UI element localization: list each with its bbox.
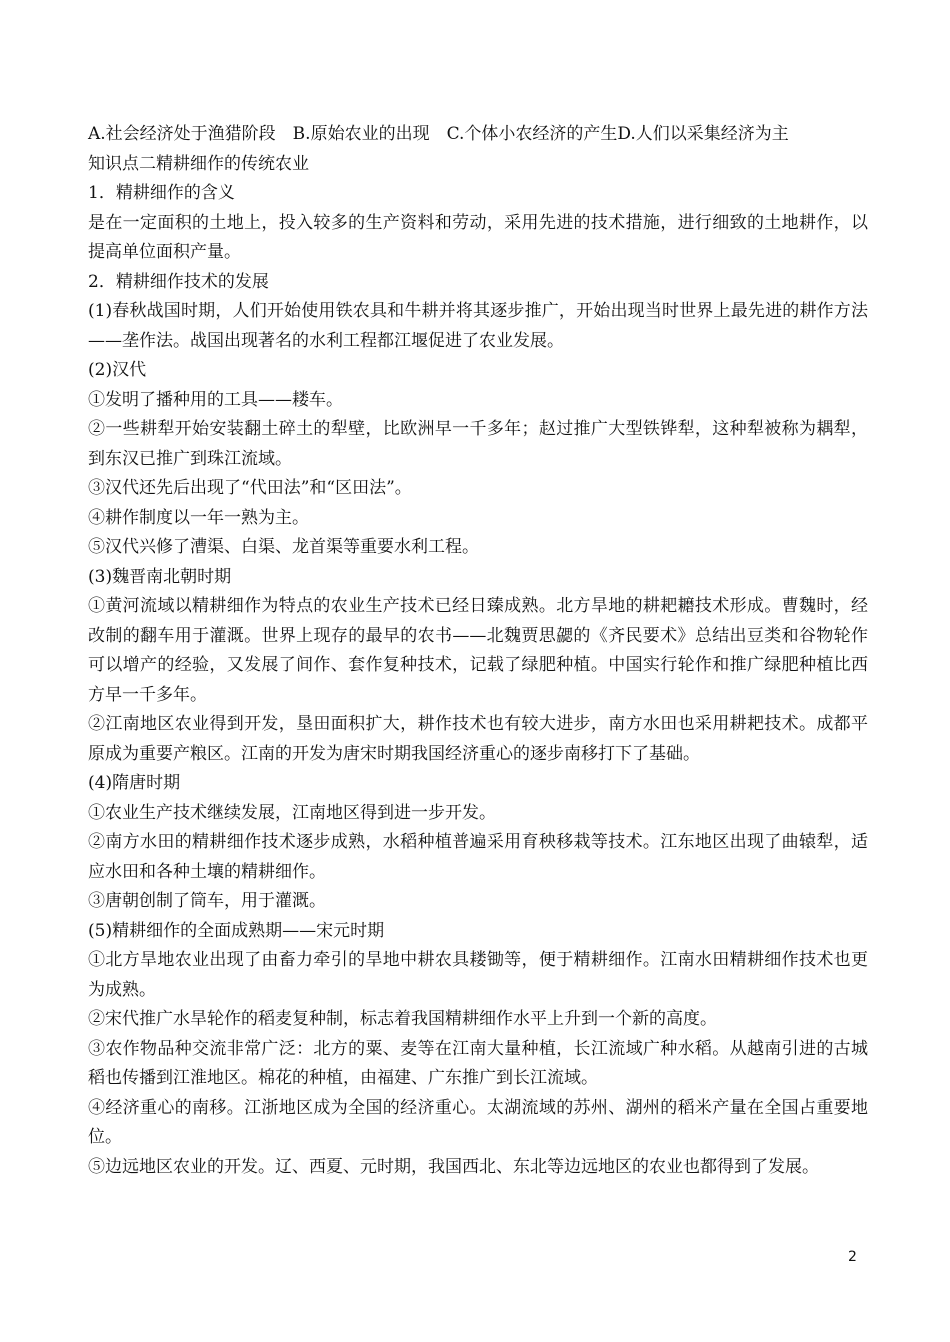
list-item-song-yuan-4: ④经济重心的南移。江浙地区成为全国的经济重心。太湖流域的苏州、湖州的稻米产量在全国占重要地位。 xyxy=(88,1097,868,1147)
subheading-wei-jin: (3)魏晋南北朝时期 xyxy=(88,566,232,587)
subheading-han-dynasty: (2)汉代 xyxy=(88,360,147,380)
section-heading-knowledge-point-2: 知识点二精耕细作的传统农业 xyxy=(88,153,309,174)
list-item-wei-jin-2: ②江南地区农业得到开发，垦田面积扩大，耕作技术也有较大进步，南方水田也采用耕耙技术。成都平原成为重要产粮区。江南的开发为唐宋时期我国经济重心的逐步南移打下了基础。 xyxy=(88,714,868,764)
list-item-han-3: ③汉代还先后出现了“代田法”和“区田法”。 xyxy=(88,478,412,498)
paragraph-spring-autumn: (1)春秋战国时期，人们开始使用铁农具和牛耕并将其逐步推广，开始出现当时世界上最先进的耕作方法——垄作法。战国出现著名的水利工程都江堰促进了农业发展。 xyxy=(88,301,868,351)
list-item-sui-tang-1: ①农业生产技术继续发展，江南地区得到进一步开发。 xyxy=(88,802,496,823)
subheading-definition: 1．精耕细作的含义 xyxy=(88,183,235,203)
list-item-sui-tang-2: ②南方水田的精耕细作技术逐步成熟，水稻种植普遍采用育秧移栽等技术。江东地区出现了曲辕犁，适应水田和各种土壤的精耕细作。 xyxy=(88,832,868,882)
list-item-song-yuan-3: ③农作物品种交流非常广泛：北方的粟、麦等在江南大量种植，长江流域广种水稻。从越南引进的古城稻也传播到江淮地区。棉花的种植，由福建、广东推广到长江流域。 xyxy=(88,1038,868,1088)
list-item-song-yuan-1: ①北方旱地农业出现了由畜力牵引的旱地中耕农具耧锄等，便于精耕细作。江南水田精耕细作技术也更为成熟。 xyxy=(88,950,868,1000)
subheading-development: 2．精耕细作技术的发展 xyxy=(88,271,269,292)
subheading-song-yuan: (5)精耕细作的全面成熟期——宋元时期 xyxy=(88,920,385,941)
list-item-han-1: ①发明了播种用的工具——耧车。 xyxy=(88,389,343,410)
subheading-sui-tang: (4)隋唐时期 xyxy=(88,773,181,793)
exam-options: A.社会经济处于渔猎阶段 B.原始农业的出现 C.个体小农经济的产生D.人们以采集经济为主 xyxy=(88,124,789,144)
page-number: 2 xyxy=(848,1249,857,1265)
document-body xyxy=(88,120,868,1182)
list-item-wei-jin-1: ①黄河流域以精耕细作为特点的农业生产技术已经日臻成熟。北方旱地的耕耙耱技术形成。曹魏时，经改制的翻车用于灌溉。世界上现存的最早的农书——北魏贾思勰的《齐民要术》总结出豆类和谷物轮作可以增产的经验，又发展了间作、套作复种技术，记载了绿肥种植。中国实行轮作和推广绿肥种植比西方早一千多年。 xyxy=(88,596,868,705)
list-item-han-5: ⑤汉代兴修了漕渠、白渠、龙首渠等重要水利工程。 xyxy=(88,537,479,557)
list-item-song-yuan-5: ⑤边远地区农业的开发。辽、西夏、元时期，我国西北、东北等边远地区的农业也都得到了发展。 xyxy=(88,1156,819,1177)
list-item-sui-tang-3: ③唐朝创制了筒车，用于灌溉。 xyxy=(88,891,326,911)
list-item-han-4: ④耕作制度以一年一熟为主。 xyxy=(88,507,309,528)
list-item-han-2: ②一些耕犁开始安装翻土碎土的犁壁，比欧洲早一千多年；赵过推广大型铁铧犁，这种犁被称为耦犁，到东汉已推广到珠江流域。 xyxy=(88,419,868,469)
paragraph-definition: 是在一定面积的土地上，投入较多的生产资料和劳动，采用先进的技术措施，进行细致的土地耕作，以提高单位面积产量。 xyxy=(88,212,868,262)
list-item-song-yuan-2: ②宋代推广水旱轮作的稻麦复种制，标志着我国精耕细作水平上升到一个新的高度。 xyxy=(88,1009,717,1029)
